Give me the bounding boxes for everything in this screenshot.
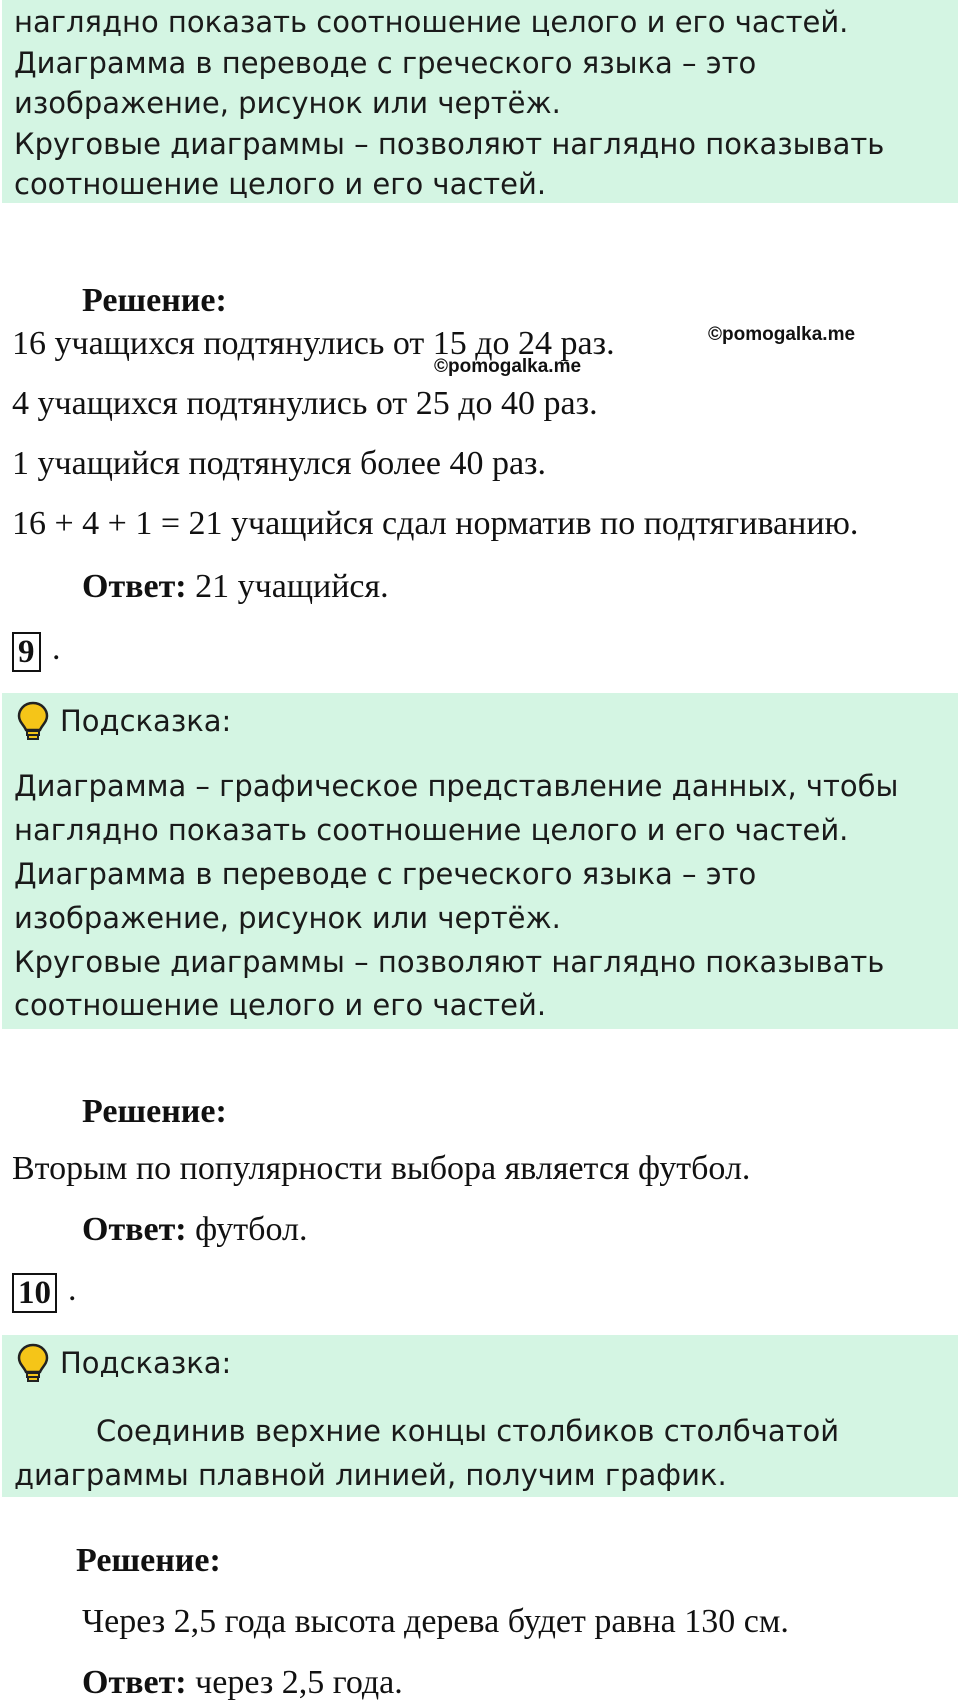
task-number-dot: .	[68, 1271, 77, 1308]
solution-line: 4 учащихся подтянулись от 25 до 40 раз.	[12, 385, 598, 422]
lightbulb-icon	[16, 700, 50, 742]
task-number-dot: .	[52, 630, 61, 667]
task-number-9: 9	[12, 632, 41, 672]
answer	[82, 1664, 403, 1702]
answer	[82, 1211, 307, 1249]
hint-header	[16, 1341, 231, 1385]
hint-line: наглядно показать соотношение целого и его частей.	[14, 813, 849, 847]
solution-heading: Решение:	[82, 282, 227, 319]
lightbulb-icon	[16, 1342, 50, 1384]
answer-text: через 2,5 года.	[186, 1664, 403, 1701]
solution-line: Вторым по популярности выбора является футбол.	[12, 1150, 751, 1187]
watermark: ©pomogalka.me	[434, 356, 582, 377]
answer-text: 21 учащийся.	[186, 568, 389, 605]
watermark: ©pomogalka.me	[708, 324, 856, 345]
hint-title: Подсказка:	[60, 1346, 232, 1380]
solution-heading: Решение:	[76, 1542, 221, 1579]
solution-line: 1 учащийся подтянулся более 40 раз.	[12, 445, 546, 482]
hint-line: наглядно показать соотношение целого и его частей.	[14, 5, 849, 39]
hint-line: Соединив верхние концы столбиков столбчатой	[96, 1414, 840, 1448]
hint-line: соотношение целого и его частей.	[14, 167, 547, 201]
task-number-10: 10	[12, 1273, 57, 1313]
answer-label: Ответ:	[82, 1664, 187, 1701]
hint-block-9	[2, 693, 958, 1029]
solution-line: Через 2,5 года высота дерева будет равна 130 см.	[82, 1603, 789, 1640]
hint-line: изображение, рисунок или чертёж.	[14, 901, 561, 935]
hint-line: диаграммы плавной линией, получим график.	[14, 1458, 727, 1492]
answer-text: футбол.	[186, 1211, 308, 1248]
hint-line: Диаграмма в переводе с греческого языка – это	[14, 857, 757, 891]
hint-block-10	[2, 1335, 958, 1497]
hint-block-top	[2, 0, 958, 203]
hint-line: изображение, рисунок или чертёж.	[14, 86, 561, 120]
hint-line: Круговые диаграммы – позволяют наглядно показывать	[14, 945, 885, 979]
solution-equation: 16 + 4 + 1 = 21 учащийся сдал норматив по подтягиванию.	[12, 505, 859, 542]
answer-label: Ответ:	[82, 1211, 187, 1248]
hint-line: соотношение целого и его частей.	[14, 988, 547, 1022]
hint-line: Диаграмма – графическое представление данных, чтобы	[14, 769, 899, 803]
solution-heading: Решение:	[82, 1093, 227, 1130]
hint-line: Круговые диаграммы – позволяют наглядно показывать	[14, 127, 885, 161]
hint-header	[16, 699, 231, 743]
solution-line: 16 учащихся подтянулись от 15 до 24 раз.	[12, 325, 615, 362]
hint-line: Диаграмма в переводе с греческого языка – это	[14, 46, 757, 80]
answer-label: Ответ:	[82, 568, 187, 605]
hint-title: Подсказка:	[60, 704, 232, 738]
answer	[82, 568, 389, 606]
